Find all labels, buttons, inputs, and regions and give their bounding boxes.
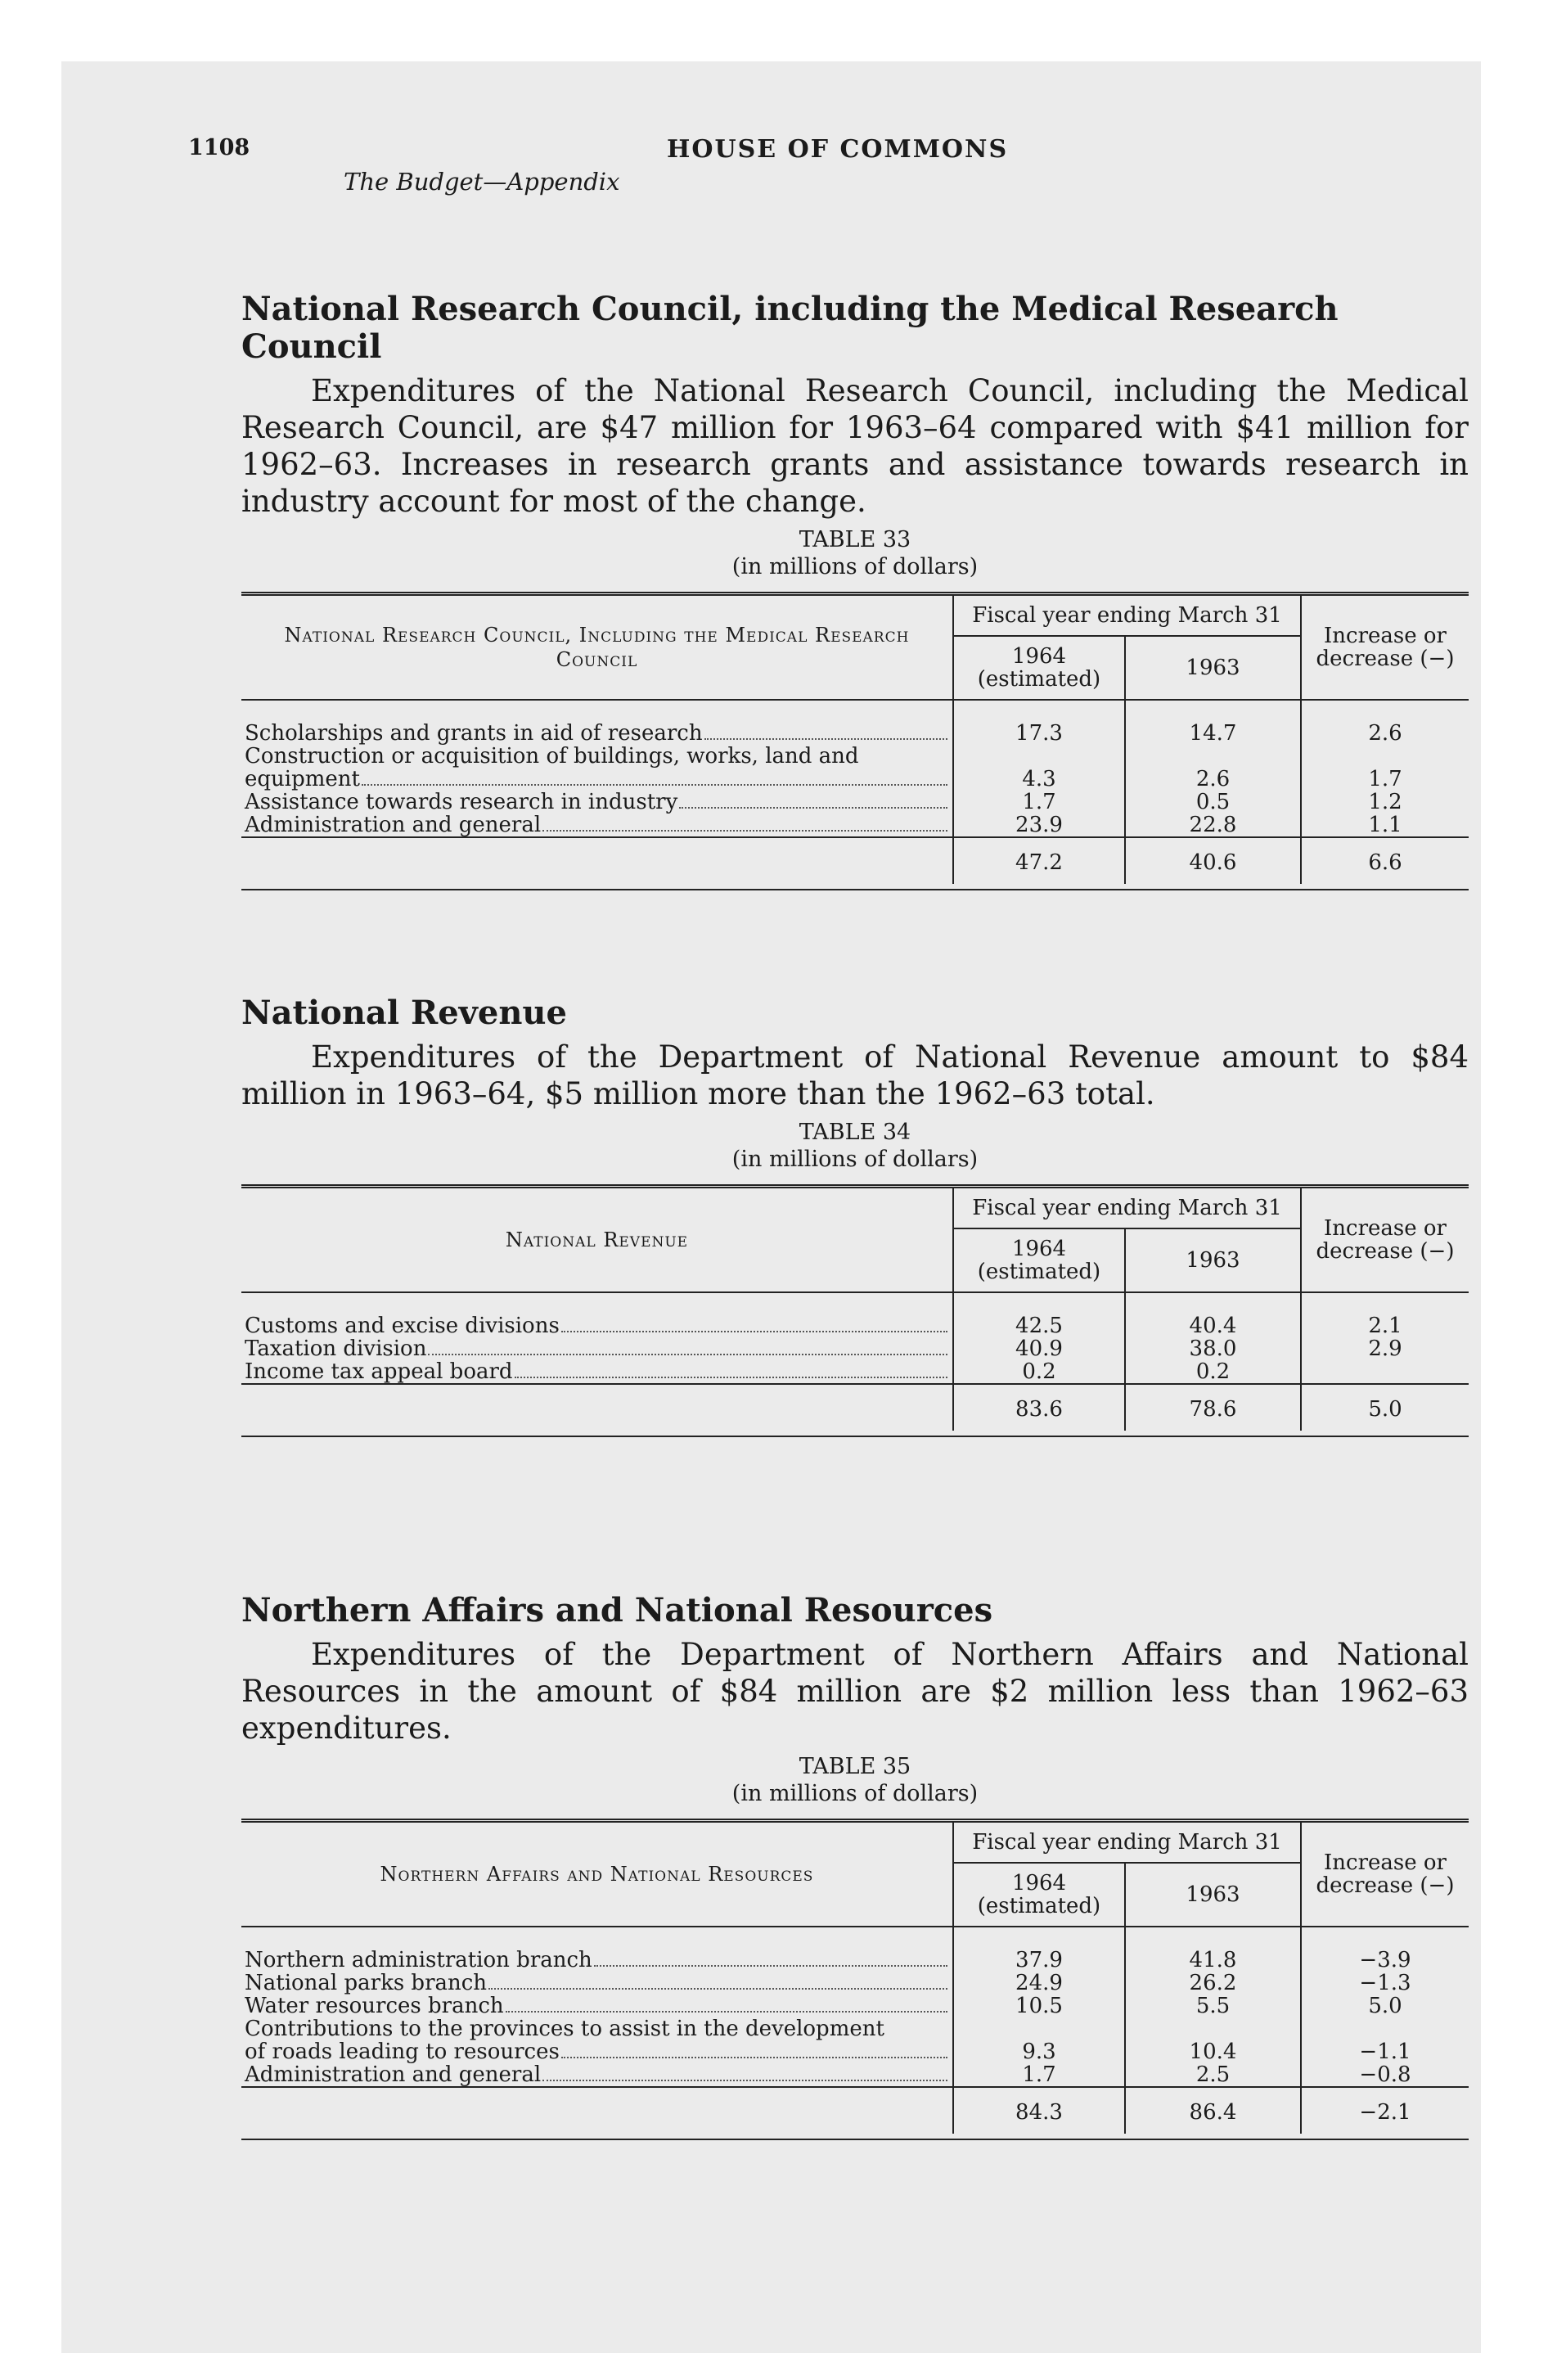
value-1963: 2.6 — [1125, 745, 1301, 791]
table-35 — [241, 1819, 1469, 2140]
row-label: Taxation division — [245, 1336, 427, 1361]
table-row — [241, 1949, 1469, 1972]
value-change: −1.3 — [1301, 1972, 1469, 1995]
section-national-research-council — [241, 291, 1469, 890]
value-1963: 41.8 — [1125, 1949, 1301, 1972]
section-northern-affairs — [241, 1592, 1469, 2140]
col-1963-header: 1963 — [1125, 1228, 1301, 1292]
table-number: TABLE 35 — [799, 1754, 911, 1779]
value-1964: 23.9 — [953, 814, 1125, 837]
value-1964: 37.9 — [953, 1949, 1125, 1972]
row-label: Scholarships and grants in aid of research — [245, 721, 703, 746]
table-row — [241, 2063, 1469, 2087]
row-label: Administration and general — [245, 813, 542, 837]
section-paragraph: Expenditures of the Department of National Revenue amount to $84 million in 1963–64, $5 million more than the 1962–63 total. — [241, 1039, 1469, 1111]
col-1963-header: 1963 — [1125, 1863, 1301, 1927]
section-paragraph: Expenditures of the National Research Council, including the Medical Research Council, are $47 million for 1963–64 compared with $41 million for 1962–63. Increases in research grants and assistance towards research in industry account for most of the change. — [241, 373, 1469, 519]
value-1963: 2.5 — [1125, 2063, 1301, 2087]
value-change: 1.1 — [1301, 814, 1469, 837]
table-caption — [241, 1119, 1469, 1173]
value-change — [1301, 1360, 1469, 1384]
value-1963: 26.2 — [1125, 1972, 1301, 1995]
value-change: −0.8 — [1301, 2063, 1469, 2087]
fiscal-year-header: Fiscal year ending March 31 — [953, 594, 1301, 637]
table-caption — [241, 526, 1469, 580]
row-label-line2: equipment — [245, 767, 360, 791]
row-label: Assistance towards research in industry — [245, 790, 678, 814]
value-change: 2.9 — [1301, 1337, 1469, 1360]
row-label: Income tax appeal board — [245, 1359, 513, 1384]
col-1964-header: 1964 (estimated) — [953, 636, 1125, 700]
section-paragraph: Expenditures of the Department of Northern Affairs and National Resources in the amount of $84 million are $2 million less than 1962–63 expenditures. — [241, 1637, 1469, 1746]
row-label: Water resources branch — [245, 1994, 504, 2018]
table-caption — [241, 1753, 1469, 1807]
section-title: National Revenue — [241, 994, 567, 1032]
value-1963: 5.5 — [1125, 1995, 1301, 2017]
row-label: National parks branch — [245, 1971, 488, 1995]
row-label: Northern administration branch — [245, 1948, 592, 1972]
total-1963: 40.6 — [1125, 837, 1301, 884]
value-1964: 1.7 — [953, 791, 1125, 814]
header-title: HOUSE OF COMMONS — [667, 135, 1009, 164]
value-1964: 0.2 — [953, 1360, 1125, 1384]
value-1963: 38.0 — [1125, 1337, 1301, 1360]
total-change: −2.1 — [1301, 2087, 1469, 2134]
value-1963: 40.4 — [1125, 1314, 1301, 1337]
table-number: TABLE 34 — [799, 1120, 911, 1145]
table-row — [241, 722, 1469, 745]
total-1964: 47.2 — [953, 837, 1125, 884]
table-row — [241, 745, 1469, 791]
value-1964: 9.3 — [953, 2017, 1125, 2063]
table-row — [241, 2017, 1469, 2063]
total-row — [241, 1384, 1469, 1431]
row-label-line1: Contributions to the provinces to assist in the development — [245, 2017, 884, 2041]
total-change: 6.6 — [1301, 837, 1469, 884]
value-1964: 42.5 — [953, 1314, 1125, 1337]
table-row — [241, 791, 1469, 814]
page-number: 1108 — [188, 135, 250, 160]
table-row — [241, 1337, 1469, 1360]
table-name-header: National Research Council, Including the Medical Research Council — [241, 594, 953, 701]
value-change: 2.1 — [1301, 1314, 1469, 1337]
value-1964: 10.5 — [953, 1995, 1125, 2017]
col-1964-header: 1964 (estimated) — [953, 1228, 1125, 1292]
value-1964: 40.9 — [953, 1337, 1125, 1360]
table-name-header: National Revenue — [241, 1187, 953, 1293]
table-row — [241, 1360, 1469, 1384]
total-1963: 78.6 — [1125, 1384, 1301, 1431]
total-1964: 83.6 — [953, 1384, 1125, 1431]
table-units: (in millions of dollars) — [731, 1147, 979, 1172]
running-head — [188, 135, 1469, 201]
table-row — [241, 1972, 1469, 1995]
change-header: Increase or decrease (−) — [1301, 1821, 1469, 1927]
total-1963: 86.4 — [1125, 2087, 1301, 2134]
table-34 — [241, 1184, 1469, 1437]
document-page — [61, 61, 1481, 2353]
value-1964: 1.7 — [953, 2063, 1125, 2087]
value-1964: 24.9 — [953, 1972, 1125, 1995]
fiscal-year-header: Fiscal year ending March 31 — [953, 1187, 1301, 1229]
value-change: 1.7 — [1301, 745, 1469, 791]
change-header: Increase or decrease (−) — [1301, 594, 1469, 701]
table-name-header: Northern Affairs and National Resources — [241, 1821, 953, 1927]
row-label-line1: Construction or acquisition of buildings, works, land and — [245, 744, 859, 769]
value-change: 5.0 — [1301, 1995, 1469, 2017]
table-number: TABLE 33 — [799, 527, 911, 552]
table-row — [241, 814, 1469, 837]
change-header: Increase or decrease (−) — [1301, 1187, 1469, 1293]
value-change: −1.1 — [1301, 2017, 1469, 2063]
col-1964-header: 1964 (estimated) — [953, 1863, 1125, 1927]
value-change: −3.9 — [1301, 1949, 1469, 1972]
row-label-line2: of roads leading to resources — [245, 2040, 560, 2064]
col-1963-header: 1963 — [1125, 636, 1301, 700]
fiscal-year-header: Fiscal year ending March 31 — [953, 1821, 1301, 1864]
table-row — [241, 1314, 1469, 1337]
section-national-revenue — [241, 994, 1469, 1437]
header-subtitle: The Budget—Appendix — [344, 168, 620, 196]
value-change: 2.6 — [1301, 722, 1469, 745]
value-1963: 22.8 — [1125, 814, 1301, 837]
section-title: National Research Council, including the Medical Research Council — [241, 290, 1339, 366]
total-1964: 84.3 — [953, 2087, 1125, 2134]
table-units: (in millions of dollars) — [731, 554, 979, 579]
table-row — [241, 1995, 1469, 2017]
value-1963: 0.2 — [1125, 1360, 1301, 1384]
value-1964: 17.3 — [953, 722, 1125, 745]
total-row — [241, 2087, 1469, 2134]
value-1963: 10.4 — [1125, 2017, 1301, 2063]
row-label: Customs and excise divisions — [245, 1314, 560, 1338]
table-units: (in millions of dollars) — [731, 1781, 979, 1806]
table-33 — [241, 592, 1469, 890]
value-change: 1.2 — [1301, 791, 1469, 814]
total-change: 5.0 — [1301, 1384, 1469, 1431]
section-title: Northern Affairs and National Resources — [241, 1591, 993, 1629]
total-row — [241, 837, 1469, 884]
value-1963: 14.7 — [1125, 722, 1301, 745]
value-1963: 0.5 — [1125, 791, 1301, 814]
row-label: Administration and general — [245, 2062, 542, 2087]
value-1964: 4.3 — [953, 745, 1125, 791]
